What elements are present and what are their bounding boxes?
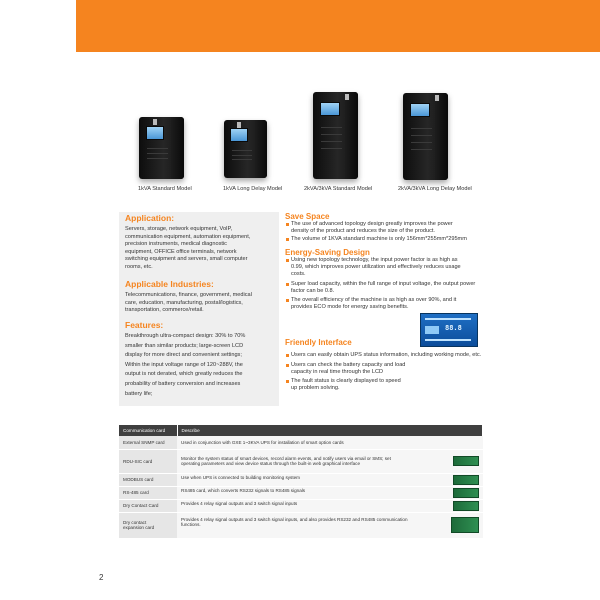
card-image [453, 456, 479, 466]
table-row [119, 473, 483, 486]
table-row [119, 486, 483, 499]
bullet-icon [286, 354, 289, 357]
friendly-interface-bullet: Users can check the battery capacity and load capacity in real time through the LCD [291, 362, 405, 376]
header-banner [76, 0, 600, 52]
card-image [451, 517, 479, 533]
card-name-cell: RS-485 card [119, 486, 177, 499]
save-space-bullet: The use of advanced topology design greatly improves the power density of the product and reduces the size of the product. [291, 221, 453, 235]
energy-saving-title: Energy-Saving Design [285, 248, 370, 257]
table-row [119, 449, 483, 473]
table-header-row [119, 425, 483, 436]
card-name-cell: MODBUS card [119, 473, 177, 486]
ups-1kva-long-delay-image [224, 120, 267, 178]
ups-2-3kva-long-delay-image [403, 93, 448, 180]
bullet-icon [286, 259, 289, 262]
card-desc-cell: Use when UPS is connected to building monitoring system [177, 473, 483, 486]
table-header-cell: Communication card [119, 425, 177, 436]
card-image [453, 475, 479, 485]
table-row [119, 512, 483, 538]
bullet-icon [286, 283, 289, 286]
product-caption: 1kVA Standard Model [138, 186, 192, 192]
features-title: Features: [125, 320, 164, 330]
card-name-cell: RDU-SIC card [119, 449, 177, 473]
industries-title: Applicable Industries: [125, 279, 214, 289]
product-caption: 1kVA Long Delay Model [223, 186, 283, 192]
save-space-title: Save Space [285, 212, 330, 221]
energy-saving-bullet: Using new topology technology, the input power factor is as high as 0.99, which improves power utilization and effectively reduces usage costs. [291, 257, 461, 277]
bullet-icon [286, 223, 289, 226]
card-desc-cell: RS485 card, which converts RS232 signals to RS485 signals [177, 486, 483, 499]
product-caption: 2kVA/3kVA Long Delay Model [398, 186, 472, 192]
industries-text: Telecommunications, finance, government, medical care, education, manufacturing, postal/logistics, transportation, commerce/retail. [125, 292, 252, 314]
page-number: 2 [99, 573, 104, 582]
bullet-icon [286, 364, 289, 367]
card-desc-cell: Used in conjunction with GXE 1~3KVA UPS for installation of smart option cards [177, 436, 483, 449]
friendly-interface-title: Friendly Interface [285, 338, 352, 347]
application-text: Servers, storage, network equipment, VoIP, communication equipment, automation equipment, precision instruments, medical diagnostic equipment, OFFICE office terminals, network switching equipment and servers, small computer rooms, etc. [125, 226, 251, 270]
bullet-icon [286, 380, 289, 383]
card-name-cell: Dry Contact Card [119, 499, 177, 512]
card-name-cell: External SNMP card [119, 436, 177, 449]
communication-card-table [119, 425, 483, 539]
bullet-icon [286, 238, 289, 241]
card-desc-cell: Monitor the system status of smart devices, record alarm events, and notify users via email or SMS; set operating parameters and view device status through the built-in web graphical interface [177, 449, 483, 473]
save-space-bullet: The volume of 1KVA standard machine is only 156mm*255mm*295mm [291, 236, 467, 243]
application-title: Application: [125, 213, 175, 223]
card-desc-cell: Provides 4 relay signal outputs and 3 switch signal inputs [177, 499, 483, 512]
bullet-icon [286, 299, 289, 302]
energy-saving-bullet: Super load capacity, within the full range of input voltage, the output power factor can be 0.8. [291, 281, 475, 295]
friendly-interface-bullet: The fault status is clearly displayed to speed up problem solving. [291, 378, 401, 392]
card-name-cell: Dry contact expansion card [119, 512, 177, 538]
energy-saving-bullet: The overall efficiency of the machine is as high as over 90%, and it provides ECO mode for energy saving benefits. [291, 297, 456, 311]
ups-2-3kva-standard-image [313, 92, 358, 179]
card-image [453, 501, 479, 511]
card-image [453, 488, 479, 498]
lcd-display-image [420, 313, 478, 347]
table-row [119, 499, 483, 512]
table-header-cell: Describe [177, 425, 483, 436]
friendly-interface-bullet: Users can easily obtain UPS status information, including working mode, etc. [291, 352, 481, 359]
ups-1kva-standard-image [139, 117, 184, 179]
lcd-digits: 88.8 [445, 324, 462, 332]
product-caption: 2kVA/3kVA Standard Model [304, 186, 373, 192]
card-desc-cell: Provides 4 relay signal outputs and 3 switch signal inputs, and also provides RS232 and RS485 communication functions. [177, 512, 483, 538]
table-row [119, 436, 483, 449]
features-text: Breakthrough ultra-compact design: 30% to 70% smaller than similar products; large-screen LCD display for more direct and convenient settings; Within the input voltage range of 120~288V, the output is not derated, which greatly reduces the probability of battery conversion and increases battery life; [125, 333, 246, 397]
